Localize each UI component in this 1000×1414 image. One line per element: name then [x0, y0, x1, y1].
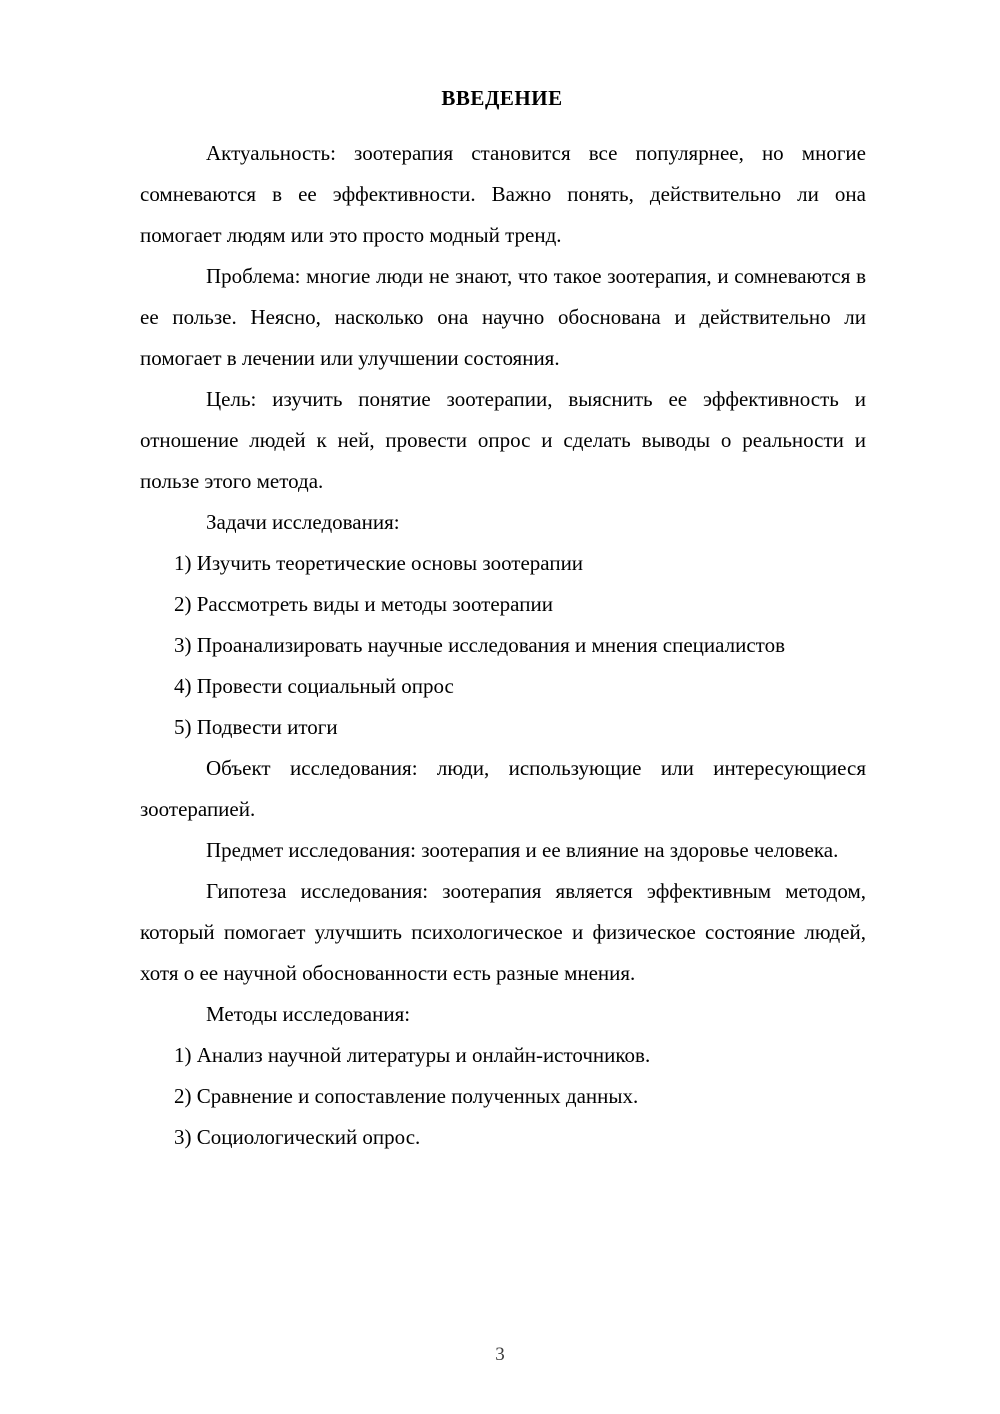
paragraph-subject: Предмет исследования: зоотерапия и ее влияние на здоровье человека. — [206, 838, 839, 862]
page-title: ВВЕДЕНИЕ — [441, 86, 563, 110]
paragraph-object: Объект исследования: люди, использующие или интересующиеся зоотерапией. — [140, 756, 866, 821]
document-body — [140, 133, 928, 1158]
method-item-2: 2) Сравнение и сопоставление полученных данных. — [174, 1084, 639, 1108]
paragraph-methods-heading: Методы исследования: — [206, 1002, 411, 1026]
page-number: 3 — [495, 1344, 505, 1365]
paragraph-goal: Цель: изучить понятие зоотерапии, выяснить ее эффективность и отношение людей к ней, провести опрос и сделать выводы о реальности и пользе этого метода. — [140, 387, 866, 493]
task-item-1: 1) Изучить теоретические основы зоотерапии — [174, 551, 584, 575]
paragraph-problem: Проблема: многие люди не знают, что такое зоотерапия, и сомневаются в ее пользе. Неясно, насколько она научно обоснована и действительно ли помогает в лечении или улучшении состояния. — [140, 264, 866, 370]
task-item-5: 5) Подвести итоги — [174, 715, 338, 739]
method-item-1: 1) Анализ научной литературы и онлайн-источников. — [174, 1043, 651, 1067]
method-item-3: 3) Социологический опрос. — [174, 1125, 421, 1149]
paragraph-relevance: Актуальность: зоотерапия становится все популярнее, но многие сомневаются в ее эффективности. Важно понять, действительно ли она помогает людям или это просто модный тренд. — [140, 141, 866, 247]
paragraph-tasks-heading: Задачи исследования: — [206, 510, 400, 534]
task-item-3: 3) Проанализировать научные исследования и мнения специалистов — [174, 633, 785, 657]
task-item-2: 2) Рассмотреть виды и методы зоотерапии — [174, 592, 553, 616]
task-item-4: 4) Провести социальный опрос — [174, 674, 454, 698]
paragraph-hypothesis: Гипотеза исследования: зоотерапия является эффективным методом, который помогает улучшить психологическое и физическое состояние людей, хотя о ее научной обоснованности есть разные мнения. — [140, 879, 866, 985]
